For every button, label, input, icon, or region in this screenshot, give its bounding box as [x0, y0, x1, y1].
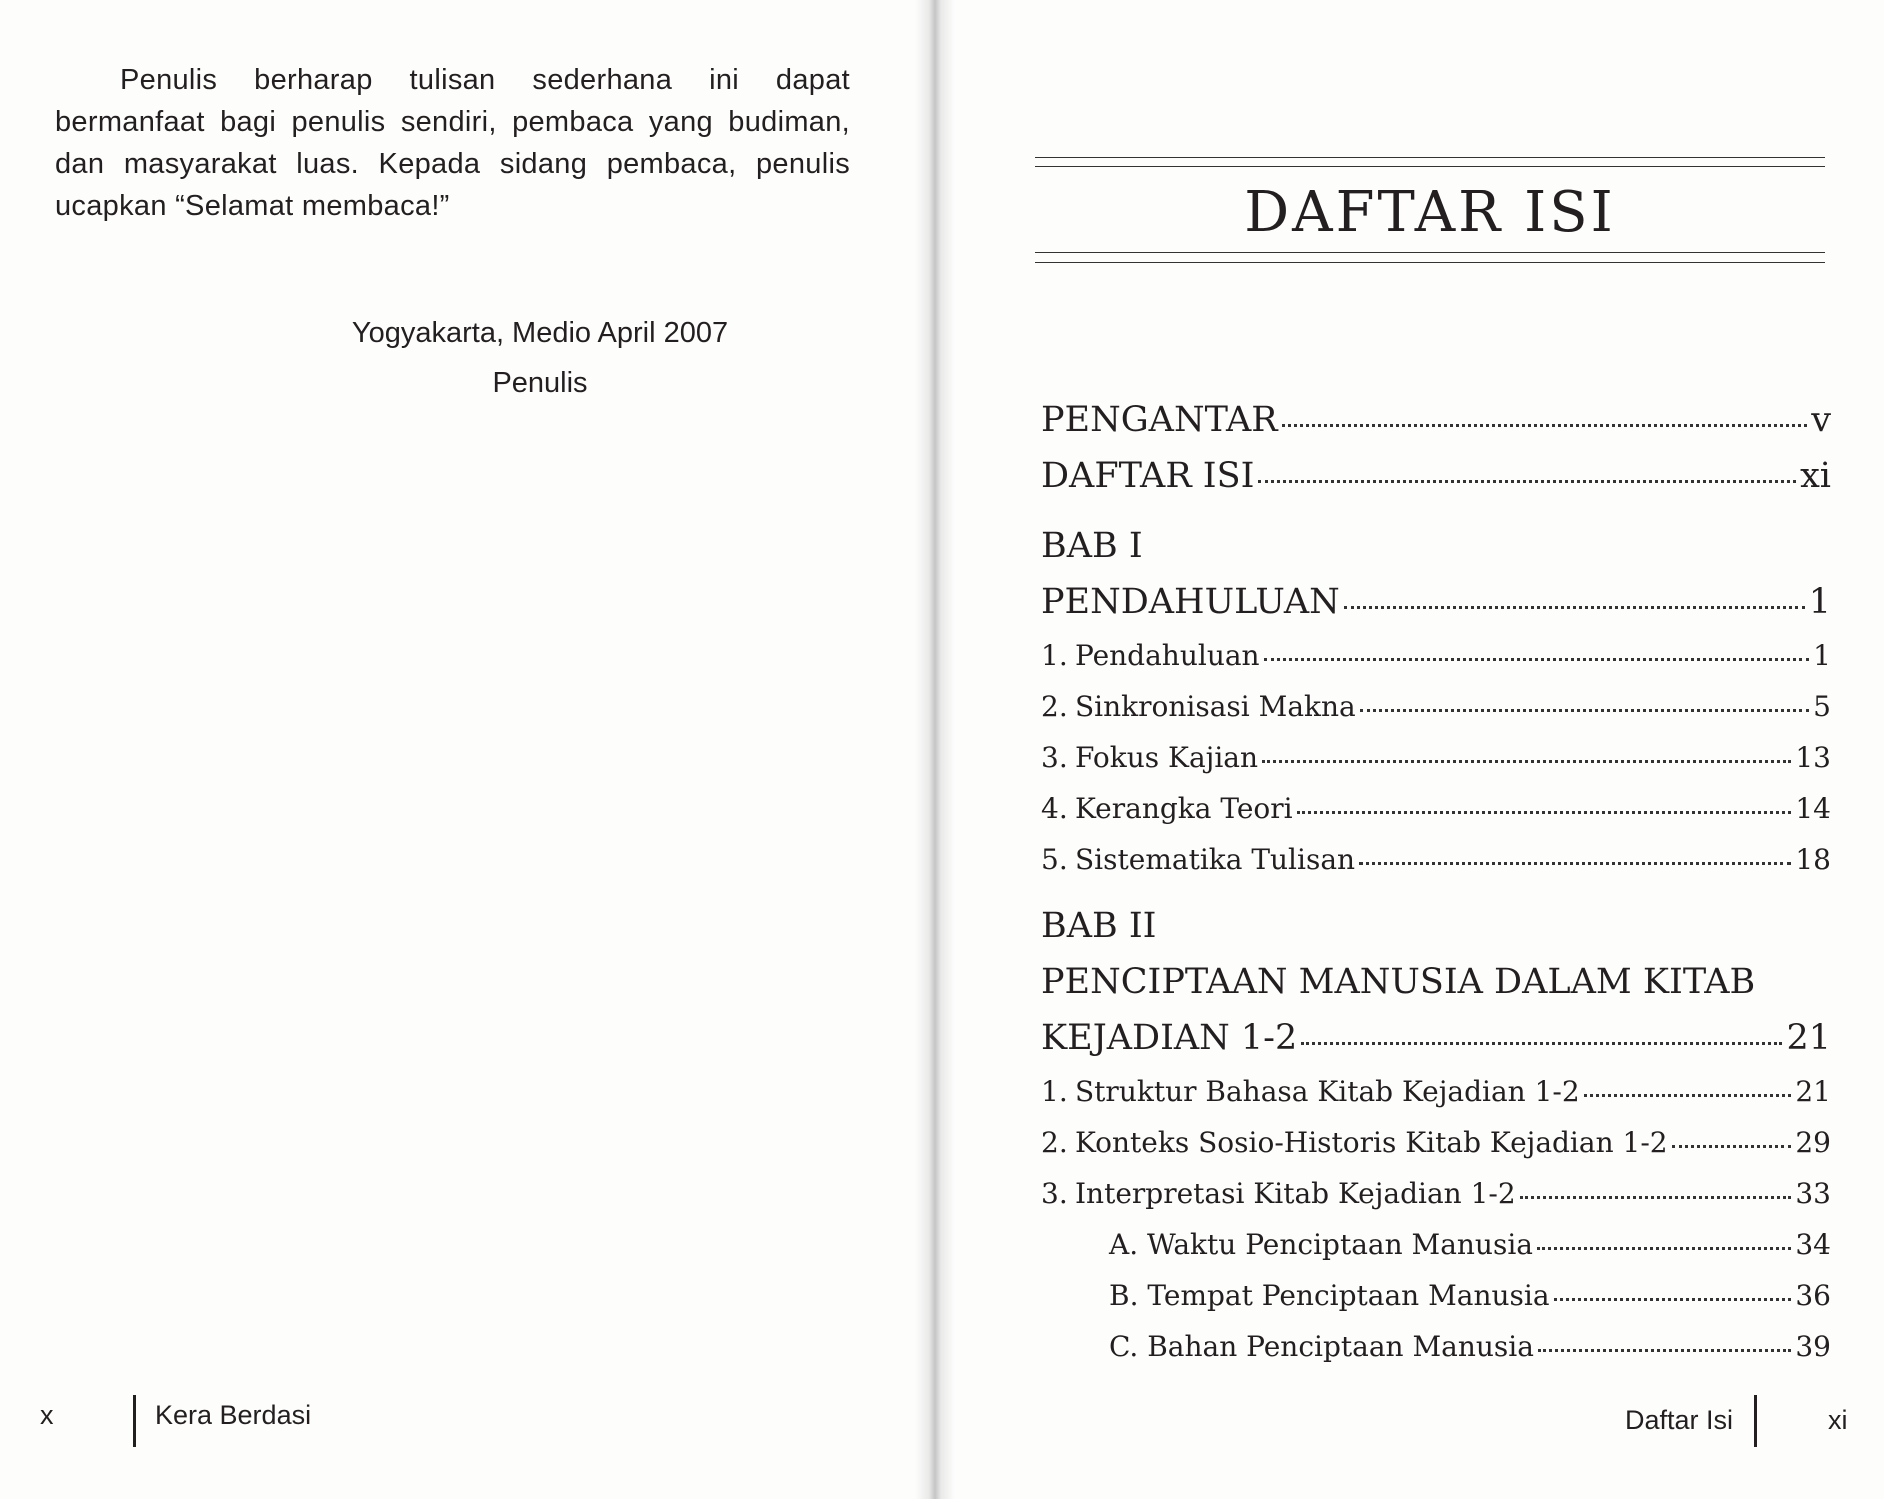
- dot-leader: [1301, 1040, 1782, 1045]
- right-page-number: xi: [1828, 1405, 1848, 1435]
- toc-front-matter: [1041, 392, 1831, 504]
- section-page: 13: [1795, 741, 1831, 774]
- toc-chapter-2: [1041, 898, 1831, 1372]
- left-page: [0, 0, 935, 1499]
- place-date: Yogyakarta, Medio April 2007: [351, 317, 729, 349]
- section-label: Konteks Sosio-Historis Kitab Kejadian 1-2: [1075, 1126, 1668, 1159]
- author-signature: Penulis: [492, 367, 588, 399]
- section-number: 2.: [1041, 690, 1068, 723]
- dot-leader: [1520, 1194, 1792, 1199]
- right-footer: [935, 1395, 1884, 1450]
- chapter-title-entry: [1041, 1010, 1831, 1066]
- chapter-number: BAB II: [1041, 906, 1157, 946]
- dot-leader: [1360, 707, 1809, 712]
- subsection-label: A. Waktu Penciptaan Manusia: [1109, 1228, 1533, 1261]
- toc-entry-page: xi: [1800, 456, 1831, 496]
- chapter-title-line-2: KEJADIAN 1-2: [1041, 1018, 1298, 1058]
- subsection-label: B. Tempat Penciptaan Manusia: [1109, 1279, 1550, 1312]
- left-running-head: Kera Berdasi: [155, 1400, 312, 1430]
- section-number: 3.: [1041, 1177, 1068, 1210]
- dot-leader: [1258, 478, 1796, 483]
- signoff-block: [330, 308, 750, 408]
- toc-entry: [1041, 392, 1831, 448]
- title-rule-bottom-2: [1035, 262, 1825, 263]
- toc-entry: [1041, 448, 1831, 504]
- section-number: 1.: [1041, 639, 1068, 672]
- section-entry: [1041, 1117, 1831, 1168]
- toc-entry-label: DAFTAR ISI: [1041, 456, 1255, 496]
- subsection-entry: [1041, 1219, 1831, 1270]
- section-page: 14: [1795, 792, 1831, 825]
- title-rule-bottom-1: [1035, 252, 1825, 253]
- dot-leader: [1264, 656, 1810, 661]
- right-running-head: Daftar Isi: [1625, 1405, 1734, 1435]
- section-entry: [1041, 630, 1831, 681]
- footer-divider: [133, 1395, 136, 1447]
- section-label: Fokus Kajian: [1075, 741, 1258, 774]
- dot-leader: [1554, 1296, 1792, 1301]
- toc-entry-page: v: [1811, 400, 1831, 440]
- dot-leader: [1672, 1143, 1792, 1148]
- subsection-page: 34: [1795, 1228, 1831, 1261]
- toc-title: DAFTAR ISI: [1244, 180, 1616, 245]
- section-page: 29: [1795, 1126, 1831, 1159]
- footer-divider: [1754, 1395, 1757, 1447]
- chapter-title-line: [1041, 954, 1831, 1010]
- subsection-label: C. Bahan Penciptaan Manusia: [1109, 1330, 1534, 1363]
- title-rule-top-1: [1035, 157, 1825, 158]
- book-gutter: [915, 0, 955, 1499]
- section-label: Pendahuluan: [1075, 639, 1260, 672]
- section-number: 1.: [1041, 1075, 1068, 1108]
- dot-leader: [1359, 860, 1791, 865]
- section-page: 5: [1813, 690, 1831, 723]
- section-page: 21: [1795, 1075, 1831, 1108]
- dot-leader: [1538, 1347, 1791, 1352]
- section-label: Struktur Bahasa Kitab Kejadian 1-2: [1075, 1075, 1580, 1108]
- title-rule-top-2: [1035, 166, 1825, 167]
- section-entry: [1041, 834, 1831, 885]
- dot-leader: [1282, 422, 1808, 427]
- section-label: Interpretasi Kitab Kejadian 1-2: [1075, 1177, 1516, 1210]
- section-entry: [1041, 681, 1831, 732]
- chapter-heading: [1041, 898, 1831, 954]
- dot-leader: [1262, 758, 1791, 763]
- subsection-page: 39: [1795, 1330, 1831, 1363]
- section-entry: [1041, 783, 1831, 834]
- right-page: [935, 0, 1884, 1499]
- section-page: 18: [1795, 843, 1831, 876]
- section-label: Sistematika Tulisan: [1075, 843, 1356, 876]
- section-label: Sinkronisasi Makna: [1075, 690, 1356, 723]
- dot-leader: [1537, 1245, 1791, 1250]
- subsection-entry: [1041, 1270, 1831, 1321]
- section-page: 33: [1795, 1177, 1831, 1210]
- section-page: 1: [1813, 639, 1831, 672]
- toc-entry-label: PENGANTAR: [1041, 400, 1278, 440]
- chapter-title-line-1: PENCIPTAAN MANUSIA DALAM KITAB: [1041, 962, 1756, 1002]
- left-page-number: x: [40, 1400, 54, 1430]
- chapter-page: 21: [1786, 1018, 1831, 1058]
- subsection-entry: [1041, 1321, 1831, 1372]
- dot-leader: [1344, 604, 1805, 609]
- chapter-title: PENDAHULUAN: [1041, 582, 1340, 622]
- section-entry: [1041, 732, 1831, 783]
- section-entry: [1041, 1168, 1831, 1219]
- section-entry: [1041, 1066, 1831, 1117]
- dot-leader: [1584, 1092, 1792, 1097]
- chapter-number: BAB I: [1041, 526, 1143, 566]
- toc-chapter-1: [1041, 518, 1831, 885]
- closing-paragraph: Penulis berharap tulisan sederhana ini dapat bermanfaat bagi penulis sendiri, pembaca yang budiman, dan masyarakat luas. Kepada sidang pembaca, penulis ucapkan “Selamat membaca!”: [55, 64, 850, 222]
- dot-leader: [1297, 809, 1792, 814]
- section-number: 4.: [1041, 792, 1068, 825]
- section-label: Kerangka Teori: [1075, 792, 1293, 825]
- subsection-page: 36: [1795, 1279, 1831, 1312]
- chapter-page: 1: [1808, 582, 1831, 622]
- chapter-title-entry: [1041, 574, 1831, 630]
- chapter-heading: [1041, 518, 1831, 574]
- section-number: 3.: [1041, 741, 1068, 774]
- section-number: 5.: [1041, 843, 1068, 876]
- section-number: 2.: [1041, 1126, 1068, 1159]
